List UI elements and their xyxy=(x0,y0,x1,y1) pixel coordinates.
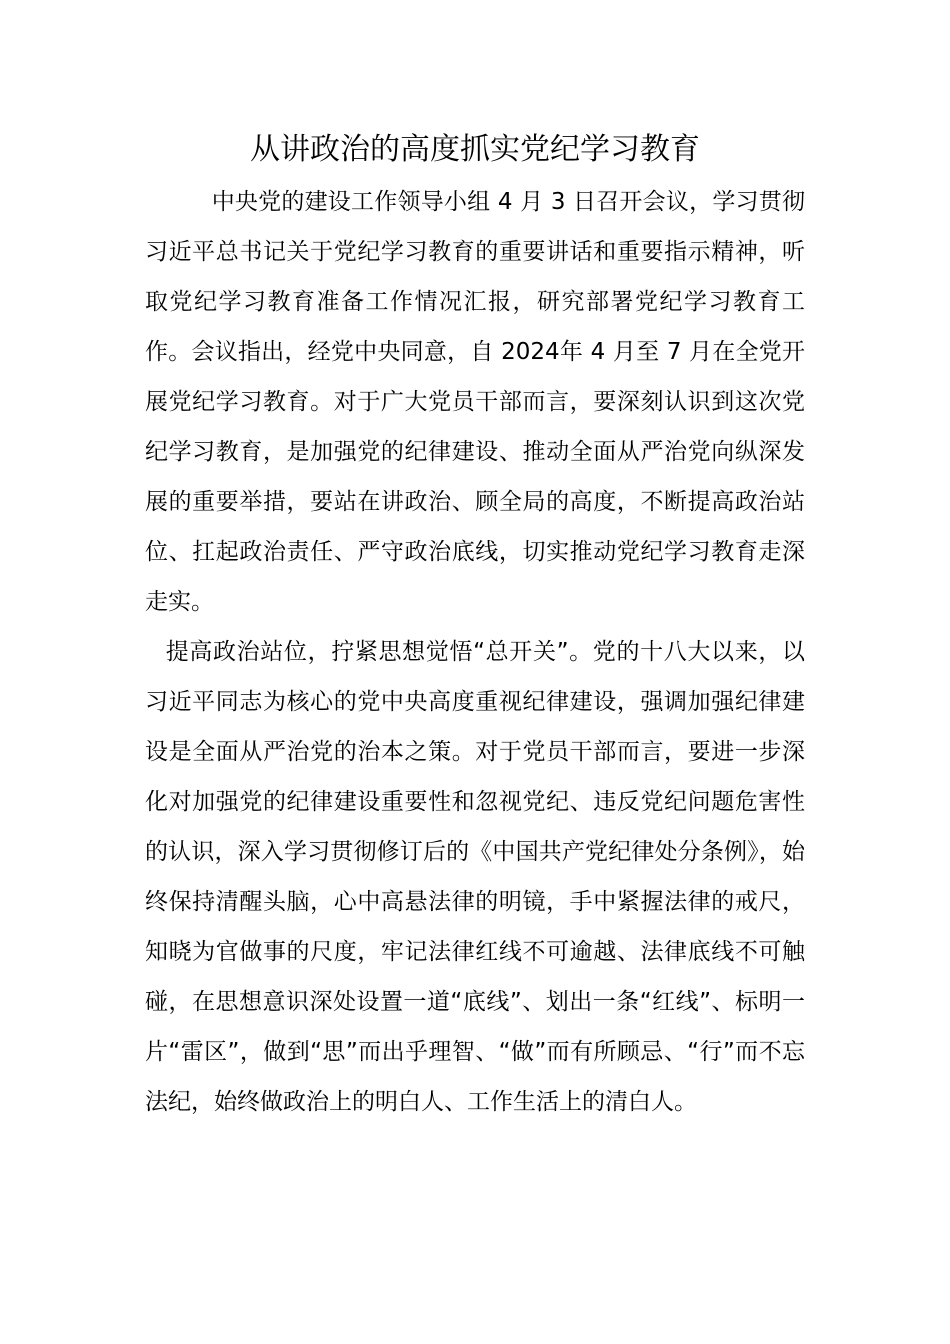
document-title: 从讲政治的高度抓实党纪学习教育 xyxy=(250,132,700,167)
paragraph-2: 提高政治站位，拧紧思想觉悟“总开关”。党的十八大以来，以习近平同志为核心的党中央高度重视纪律建设，强调加强纪律建设是全面从严治党的治本之策。对于党员干部而言，要进一步深化对加强党的纪律建设重要性和忽视党纪、违反党纪问题危害性的认识，深入学习贯彻修订后的《中国共产党纪律处分条例》，始终保持清醒头脑，心中高悬法律的明镜，手中紧握法律的戒尺，知晓为官做事的尺度，牢记法律红线不可逾越、法律底线不可触碰，在思想意识深处设置一道“底线”、划出一条“红线”、标明一片“雷区”，做到“思”而出乎理智、“做”而有所顾忌、“行”而不忘法纪，始终做政治上的明白人、工作生活上的清白人。 xyxy=(145,639,805,1115)
paragraph-1: 中央党的建设工作领导小组 4 月 3 日召开会议，学习贯彻习近平总书记关于党纪学习教育的重要讲话和重要指示精神，听取党纪学习教育准备工作情况汇报，研究部署党纪学习教育工作。会议指出，经党中央同意，自 2024年 4 月至 7 月在全党开展党纪学习教育。对于广大党员干部而言，要深刻认识到这次党纪学习教育，是加强党的纪律建设、推动全面从严治党向纵深发展的重要举措，要站在讲政治、顾全局的高度，不断提高政治站位、扛起政治责任、严守政治底线，切实推动党纪学习教育走深走实。 xyxy=(145,189,805,615)
document-body xyxy=(145,177,805,1127)
